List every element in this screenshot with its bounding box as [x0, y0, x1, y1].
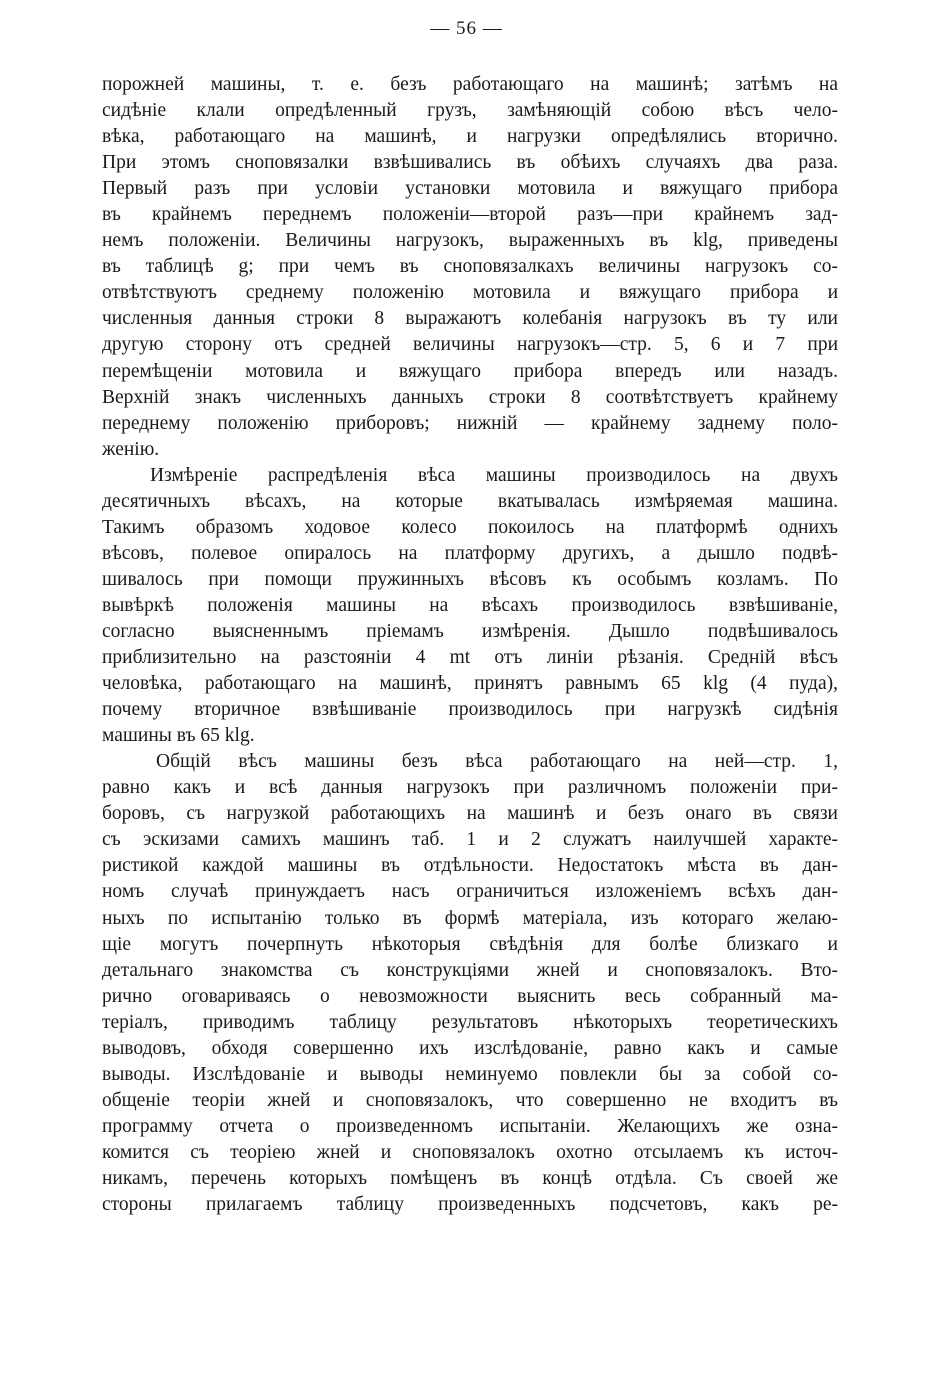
- text-line: сидѣніе клали опредѣленный грузъ, замѣняющій собою вѣсъ чело-: [102, 100, 838, 122]
- text-line: комится съ теоріею жней и сноповязалокъ охотно отсылаемъ къ источ-: [102, 1141, 838, 1163]
- text-line: съ эскизами самихъ машинъ таб. 1 и 2 служатъ наилучшей характе-: [102, 829, 838, 851]
- text-line: программу отчета о произведенномъ испытаніи. Желающихъ же озна-: [102, 1115, 838, 1137]
- text-line: Такимъ образомъ ходовое колесо покоилось на платформѣ однихъ: [102, 516, 838, 538]
- text-line: Общій вѣсъ машины безъ вѣса работающаго на ней—стр. 1,: [156, 751, 838, 773]
- text-line: переднему положенію приборовъ; нижній — крайнему заднему поло-: [102, 412, 838, 434]
- text-line: вѣка, работающаго на машинѣ, и нагрузки опредѣлялись вторично.: [102, 126, 838, 148]
- text-line: номъ случаѣ принуждаетъ насъ ограничиться изложеніемъ всѣхъ дан-: [102, 881, 838, 903]
- text-line: детальнаго знакомства съ конструкціями жней и сноповязалокъ. Вто-: [102, 959, 838, 981]
- text-line: согласно выясненнымъ пріемамъ измѣренія. Дышло подвѣшивалось: [102, 620, 838, 642]
- text-line: порожней машины, т. е. безъ работающаго на машинѣ; затѣмъ на: [102, 74, 838, 95]
- text-line: Измѣреніе распредѣленія вѣса машины производилось на двухъ: [150, 464, 838, 486]
- text-line: немъ положеніи. Величины нагрузокъ, выраженныхъ въ klg, приведены: [102, 230, 838, 252]
- text-line: отвѣтствуютъ среднему положенію мотовила и вяжущаго прибора и: [102, 282, 838, 304]
- text-line: боровъ, съ нагрузкой работающихъ на машинѣ и безъ онаго въ связи: [102, 803, 838, 825]
- text-line: Первый разъ при условіи установки мотовила и вяжущаго прибора: [102, 178, 838, 200]
- text-line: машины въ 65 klg.: [102, 725, 255, 747]
- text-line: въ крайнемъ переднемъ положеніи—второй разъ—при крайнемъ зад-: [102, 204, 838, 226]
- page-number: — 56 —: [430, 18, 503, 39]
- text-line: приблизительно на разстояніи 4 mt отъ линіи рѣзанія. Средній вѣсъ: [102, 647, 838, 669]
- text-line: человѣка, работающаго на машинѣ, принятъ равнымъ 65 klg (4 пуда),: [102, 673, 838, 695]
- text-line: ныхъ по испытанію только въ формѣ матеріала, изъ котораго желаю-: [102, 907, 838, 929]
- text-line: теріалъ, приводимъ таблицу результатовъ нѣкоторыхъ теоретическихъ: [102, 1011, 838, 1033]
- text-line: въ таблицѣ g; при чемъ въ сноповязалкахъ величины нагрузокъ со-: [102, 256, 838, 278]
- text-line: ристикой каждой машины въ отдѣльности. Недостатокъ мѣста въ дан-: [102, 855, 838, 877]
- text-line: щіе могутъ почерпнуть нѣкоторыя свѣдѣнія для болѣе близкаго и: [102, 933, 838, 955]
- text-line: При этомъ сноповязалки взвѣшивались въ обѣихъ случаяхъ два раза.: [102, 152, 838, 174]
- text-line: другую сторону отъ средней величины нагрузокъ—стр. 5, 6 и 7 при: [102, 334, 838, 356]
- text-line: женію.: [102, 438, 160, 460]
- text-line: выводы. Изслѣдованіе и выводы неминуемо повлекли бы за собой со-: [102, 1063, 838, 1085]
- body-text: [102, 72, 838, 1218]
- text-line: почему вторичное взвѣшиваніе производилось при нагрузкѣ сидѣнія: [102, 699, 838, 721]
- text-line: никамъ, перечень которыхъ помѣщенъ въ концѣ отдѣла. Съ своей же: [102, 1167, 838, 1189]
- text-line: общеніе теоріи жней и сноповязалокъ, что совершенно не входитъ въ: [102, 1089, 838, 1111]
- text-line: выводовъ, обходя совершенно ихъ изслѣдованіе, равно какъ и самые: [102, 1037, 838, 1059]
- text-line: стороны прилагаемъ таблицу произведенныхъ подсчетовъ, какъ ре-: [102, 1194, 838, 1216]
- text-line: Верхній знакъ численныхъ данныхъ строки 8 соотвѣтствуетъ крайнему: [102, 386, 838, 408]
- text-line: численныя данныя строки 8 выражаютъ колебанія нагрузокъ въ ту или: [102, 308, 838, 330]
- text-line: перемѣщеніи мотовила и вяжущаго прибора впередъ или назадъ.: [102, 360, 838, 382]
- text-line: рично оговариваясь о невозможности выяснить весь собранный ма-: [102, 985, 838, 1007]
- text-line: десятичныхъ вѣсахъ, на которые вкатывалась измѣряемая машина.: [102, 490, 838, 512]
- text-line: шивалось при помощи пружинныхъ вѣсовъ къ особымъ козламъ. По: [102, 568, 838, 590]
- text-line: вѣсовъ, полевое опиралось на платформу другихъ, а дышло подвѣ-: [102, 542, 838, 564]
- text-line: равно какъ и всѣ данныя нагрузокъ при различномъ положеніи при-: [102, 777, 838, 799]
- text-line: вывѣркѣ положенія машины на вѣсахъ производилось взвѣшиваніе,: [102, 594, 838, 616]
